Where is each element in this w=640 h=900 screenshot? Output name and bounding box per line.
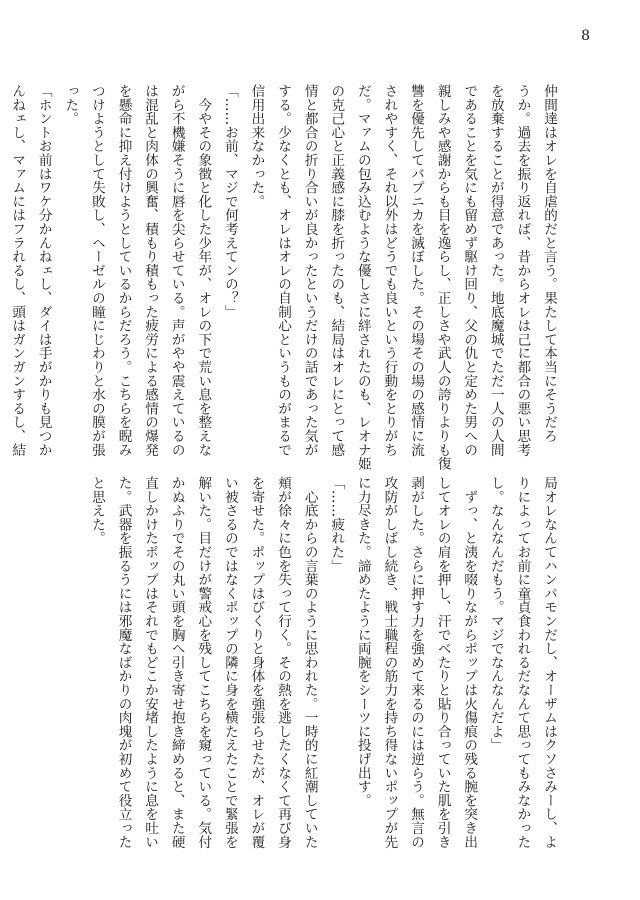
text-line: 讐を優先してバプニカを滅ぼした。その場その場の感情に流	[408, 84, 425, 457]
text-line: りによってお前に童貞食われるだなんて思ってもみなかった	[514, 476, 531, 849]
text-line: してオレの肩を押し、汗でべたりと貼り合っていた肌を引き	[434, 476, 451, 849]
text-line: い被さるのではなくポップの隣に身を横たえたことで緊張を	[221, 476, 238, 849]
text-line: の克己心と正義感に膝を折ったのも、結局はオレにとって感	[328, 84, 345, 457]
text-line: し。なんなんだもう。マジでなんなんだよ」	[487, 476, 504, 752]
text-line: 今やその象徴と化した少年が、オレの下で荒い息を整えな	[195, 84, 212, 457]
text-line: だ。マァムの包み込むような優しさに絆されたのも、レオナ姫	[354, 84, 371, 471]
text-line: と思えた。	[88, 476, 105, 545]
text-line: つけようとして失敗し、ヘーゼルの瞳にじわりと水の膜が張	[88, 84, 105, 457]
text-line: 剥がした。さらに押す力を強めて来るのには逆らう。無言の	[408, 476, 425, 849]
text-line: を寄せた。ポップはびくりと身体を強張らせたが、オレが覆	[248, 476, 265, 849]
text-line: た。武器を振るうには邪魔なばかりの肉塊が初めて役立った	[115, 476, 132, 849]
text-line: されやすく、それ以外はどうでも良いという行動をとりがち	[381, 84, 398, 457]
text-line: を懸命に抑え付けようとしているからだろう。こちらを睨み	[115, 84, 132, 457]
text-line: する。少なくとも、オレはオレの自制心というものがまるで	[275, 84, 292, 457]
text-line: 仲間達はオレを自虐的だと言う。果たして本当にそうだろ	[541, 84, 557, 443]
text-line: かぬふりでその丸い頭を胸へ引き寄せ抱き締めると、また硬	[168, 476, 185, 849]
text-line: ずっ、と洟を啜りながらポップは火傷痕の残る腕を突き出	[461, 476, 478, 849]
text-line: 攻防がしばし続き、戦士職程の筋力を持ち得ないポップが先	[381, 476, 398, 849]
text-line: 情と都合の折り合いが良かったというだけの話であった気が	[301, 84, 318, 457]
text-line: 親しみや感謝からも目を逸らし、正しさや武人の誇りよりも復	[434, 84, 451, 471]
text-line: 直しかけたポップはそれでもどこか安堵したように息を吐い	[142, 476, 159, 849]
page-number: 8	[581, 28, 590, 44]
text-line: 解いた。目だけが警戒心を残してこちらを窺っている。気付	[195, 476, 212, 849]
text-line: がら不機嫌そうに唇を尖らせている。声がやや震えているの	[168, 84, 185, 457]
text-block-bottom	[83, 476, 562, 850]
text-line: であることを気にも留めず駆け回り、父の仇と定めた男への	[461, 84, 478, 457]
text-line: 「……お前、マジで何考えてンの？」	[221, 84, 238, 319]
text-line: 「……疲れた」	[328, 476, 345, 573]
text-line: 頬が徐々に色を失って行く。その熱を逃したくなくて再び身	[275, 476, 292, 849]
text-line: に力尽きた。諦めたように両腕をシーツに投げ出す。	[354, 476, 371, 808]
text-line: んねェし、マァムにはフラれるし、頭はガンガンするし、結	[9, 84, 26, 457]
text-line: 信用出来なかった。	[248, 84, 265, 209]
text-line: を放棄することが得意であった。地底魔城でただ一人の人間	[487, 84, 504, 457]
text-block-top	[4, 84, 562, 471]
text-line: うか。過去を振り返れば、昔からオレは己に都合の悪い思考	[514, 84, 531, 457]
text-line: は混乱と肉体の興奮、積もり積もった疲労による感情の爆発	[142, 84, 159, 457]
text-line: 「ホントお前はワケ分かんねェし、ダイは手がかりも見つか	[35, 84, 52, 457]
text-line: 局オレなんてハンパモンだし、オーザムはクソさみーし、よ	[541, 476, 557, 849]
text-line: った。	[62, 84, 79, 126]
text-line: 心底からの言葉のように思われた。一時的に紅潮していた	[301, 476, 318, 849]
